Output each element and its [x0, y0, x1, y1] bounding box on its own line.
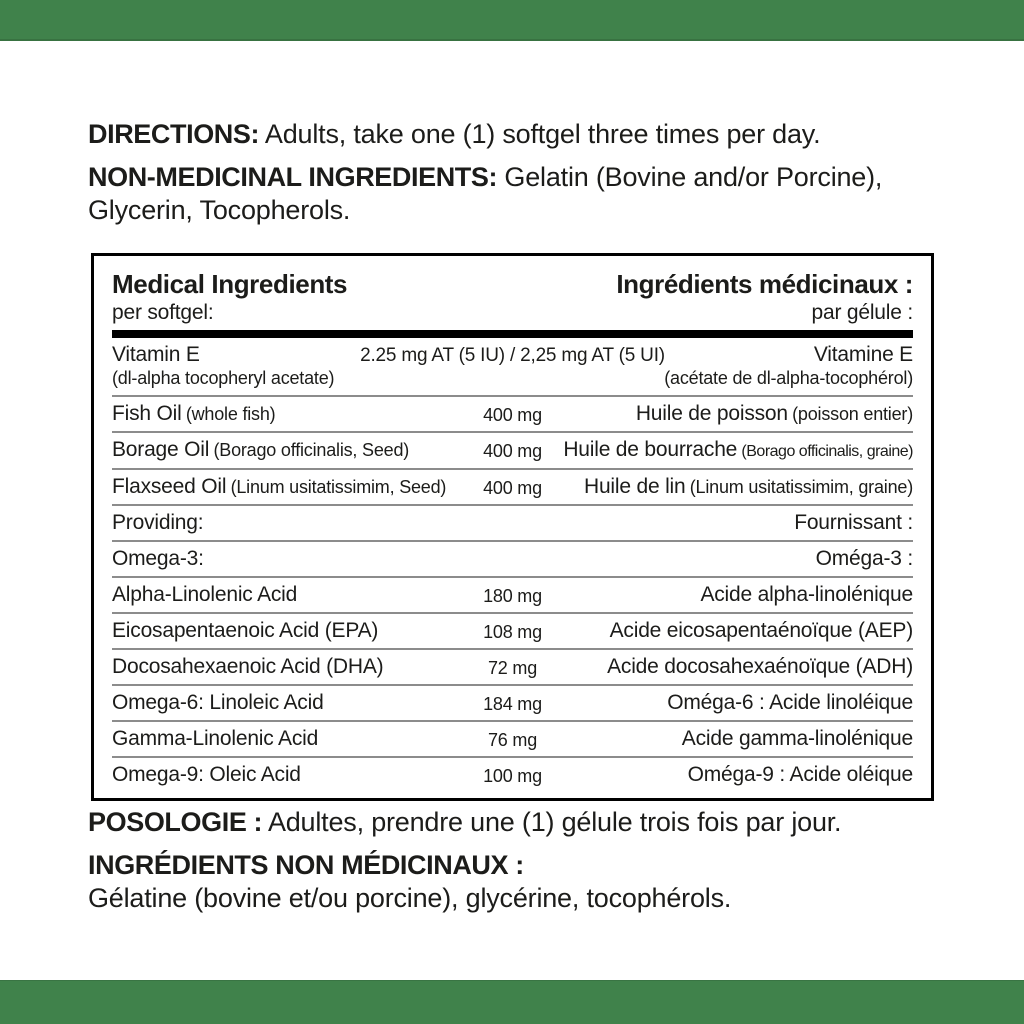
ingredient-name-en-text: Omega-6: Linoleic Acid — [112, 691, 324, 714]
ingredient-name-en — [112, 618, 378, 643]
ingredient-name-fr-note: (acétate de dl-alpha-tocophérol) — [664, 368, 913, 388]
ingredient-name-en — [112, 510, 203, 535]
table-header-french — [616, 269, 913, 325]
table-subtitle-en: per softgel: — [112, 301, 214, 324]
ingredient-name-fr-text: Oméga-6 : Acide linoléique — [667, 691, 913, 714]
ingredient-name-fr-text: Vitamine E — [813, 343, 913, 366]
ingredient-name-fr — [584, 474, 913, 499]
table-title-fr: Ingrédients médicinaux : — [616, 269, 913, 299]
english-text-block — [88, 118, 944, 237]
ingredient-name-en-note: (whole fish) — [185, 404, 276, 424]
ingredient-name-fr-note: (Borago officinalis, graine) — [741, 443, 913, 460]
ingredient-name-fr — [563, 437, 913, 463]
ingredient-name-en-text: Fish Oil — [112, 402, 182, 425]
ingredient-name-fr-text: Fournissant : — [794, 511, 913, 534]
ingredient-name-en-text: Eicosapentaenoic Acid (EPA) — [112, 619, 379, 642]
ingredient-row — [112, 540, 913, 576]
ingredient-amount: 72 mg — [487, 658, 538, 678]
directions-label: DIRECTIONS: — [88, 119, 260, 149]
ingredient-name-en — [112, 582, 297, 607]
ingredient-name-en — [112, 546, 204, 571]
directions-text: Adults, take one (1) softgel three times per day. — [264, 119, 821, 149]
ingredient-name-en — [112, 654, 383, 679]
ingredient-name-fr-text: Oméga-9 : Acide oléique — [687, 763, 913, 786]
ingredient-rows — [112, 338, 913, 792]
posologie-label: POSOLOGIE : — [88, 807, 263, 837]
french-text-block — [88, 806, 944, 925]
ingredient-name-fr — [682, 726, 913, 751]
table-subtitle-fr: par gélule : — [811, 301, 913, 324]
ingredient-name-fr-note: (Linum usitatissimim, graine) — [689, 477, 913, 497]
posologie-text: Adultes, prendre une (1) gélule trois fois par jour. — [267, 807, 842, 837]
ingredient-name-en-text: Vitamin E — [112, 343, 200, 366]
ingredient-row — [112, 612, 913, 648]
ingredient-name-en — [112, 726, 318, 751]
ingredient-amount: 76 mg — [487, 730, 538, 750]
ingredient-name-fr-note: (poisson entier) — [792, 404, 913, 424]
table-title-en: Medical Ingredients — [112, 269, 348, 299]
ingredient-name-en — [112, 690, 324, 715]
ingredient-name-en-note: (Borago officinalis, Seed) — [213, 440, 410, 460]
table-header — [112, 256, 913, 325]
ingredient-name-en-text: Alpha-Linolenic Acid — [112, 583, 298, 606]
medical-ingredients-table — [91, 253, 934, 801]
ingredient-row — [112, 431, 913, 468]
ingredient-amount: 100 mg — [483, 766, 542, 786]
ingredient-name-en — [112, 762, 301, 787]
ingredient-name-en-text: Flaxseed Oil — [112, 475, 227, 498]
ingredient-name-fr — [607, 654, 913, 679]
ingredient-name-fr — [667, 690, 913, 715]
ingredient-name-fr-text: Huile de poisson — [635, 402, 788, 425]
ingredient-name-en-text: Omega-9: Oleic Acid — [112, 763, 301, 786]
ingredient-name-fr — [664, 342, 913, 390]
ingredient-row — [112, 576, 913, 612]
ingredient-name-en — [112, 342, 334, 390]
ingredient-amount: 2.25 mg AT (5 IU) / 2,25 mg AT (5 UI) — [360, 345, 665, 366]
ingredient-name-en-text: Providing: — [112, 511, 204, 534]
ingredient-amount: 184 mg — [483, 694, 542, 714]
ingredient-name-en-note: (dl-alpha tocopheryl acetate) — [112, 368, 335, 388]
ingredient-name-fr — [816, 546, 913, 571]
ingredient-name-fr-text: Acide docosahexaénoïque (ADH) — [607, 655, 913, 678]
ingredient-name-en-text: Docosahexaenoic Acid (DHA) — [112, 655, 384, 678]
ingredient-name-en-note: (Linum usitatissimim, Seed) — [230, 477, 447, 497]
ingredient-row — [112, 720, 913, 756]
top-green-bar — [0, 0, 1024, 41]
bottom-green-bar — [0, 980, 1024, 1024]
directions-paragraph — [88, 118, 944, 151]
ingredient-amount: 180 mg — [483, 586, 542, 606]
ingredient-name-fr-text: Huile de bourrache — [563, 438, 738, 461]
ingredient-name-en-text: Gamma-Linolenic Acid — [112, 727, 319, 750]
non-medicinal-paragraph — [88, 161, 944, 227]
ingredient-row — [112, 468, 913, 504]
non-medicinal-text: Gelatin (Bovine and/or Porcine), Glycerin, Tocopherols. — [88, 162, 883, 225]
ingredient-name-fr — [636, 401, 913, 426]
ingredient-name-en — [112, 437, 409, 462]
ingredient-name-fr-text: Acide gamma-linolénique — [681, 727, 913, 750]
ingredient-row — [112, 338, 913, 395]
posologie-paragraph — [88, 806, 944, 839]
ingredient-row — [112, 504, 913, 540]
ingredient-name-fr-text: Acide alpha-linolénique — [700, 583, 913, 606]
ingredient-name-fr — [610, 618, 913, 643]
ingredient-name-en-text: Omega-3: — [112, 547, 204, 570]
ingredient-row — [112, 756, 913, 792]
ingredient-name-fr — [794, 510, 913, 535]
ingredient-name-en — [112, 401, 275, 426]
ingredients-non-medicinaux-label: INGRÉDIENTS NON MÉDICINAUX : — [88, 850, 524, 880]
ingredient-amount: 108 mg — [483, 622, 542, 642]
ingredients-non-medicinaux-text: Gélatine (bovine et/ou porcine), glycérine, tocophérols. — [88, 883, 732, 913]
header-divider-bar — [112, 330, 913, 338]
ingredient-name-fr-text: Huile de lin — [583, 475, 686, 498]
non-medicinal-label: NON-MEDICINAL INGREDIENTS: — [88, 162, 498, 192]
ingredient-amount: 400 mg — [483, 441, 542, 461]
ingredient-amount: 400 mg — [483, 478, 542, 498]
ingredient-amount: 400 mg — [483, 405, 542, 425]
ingredient-row — [112, 684, 913, 720]
ingredient-name-en-text: Borage Oil — [112, 438, 210, 461]
table-header-english — [112, 269, 347, 325]
ingredient-name-fr — [688, 762, 913, 787]
ingredient-name-fr-text: Oméga-3 : — [815, 547, 913, 570]
ingredient-name-fr — [700, 582, 913, 607]
ingredient-name-fr-text: Acide eicosapentaénoïque (AEP) — [609, 619, 913, 642]
ingredient-row — [112, 648, 913, 684]
ingredient-name-en — [112, 474, 446, 499]
ingredients-non-medicinaux-paragraph — [88, 849, 944, 915]
ingredient-row — [112, 395, 913, 431]
